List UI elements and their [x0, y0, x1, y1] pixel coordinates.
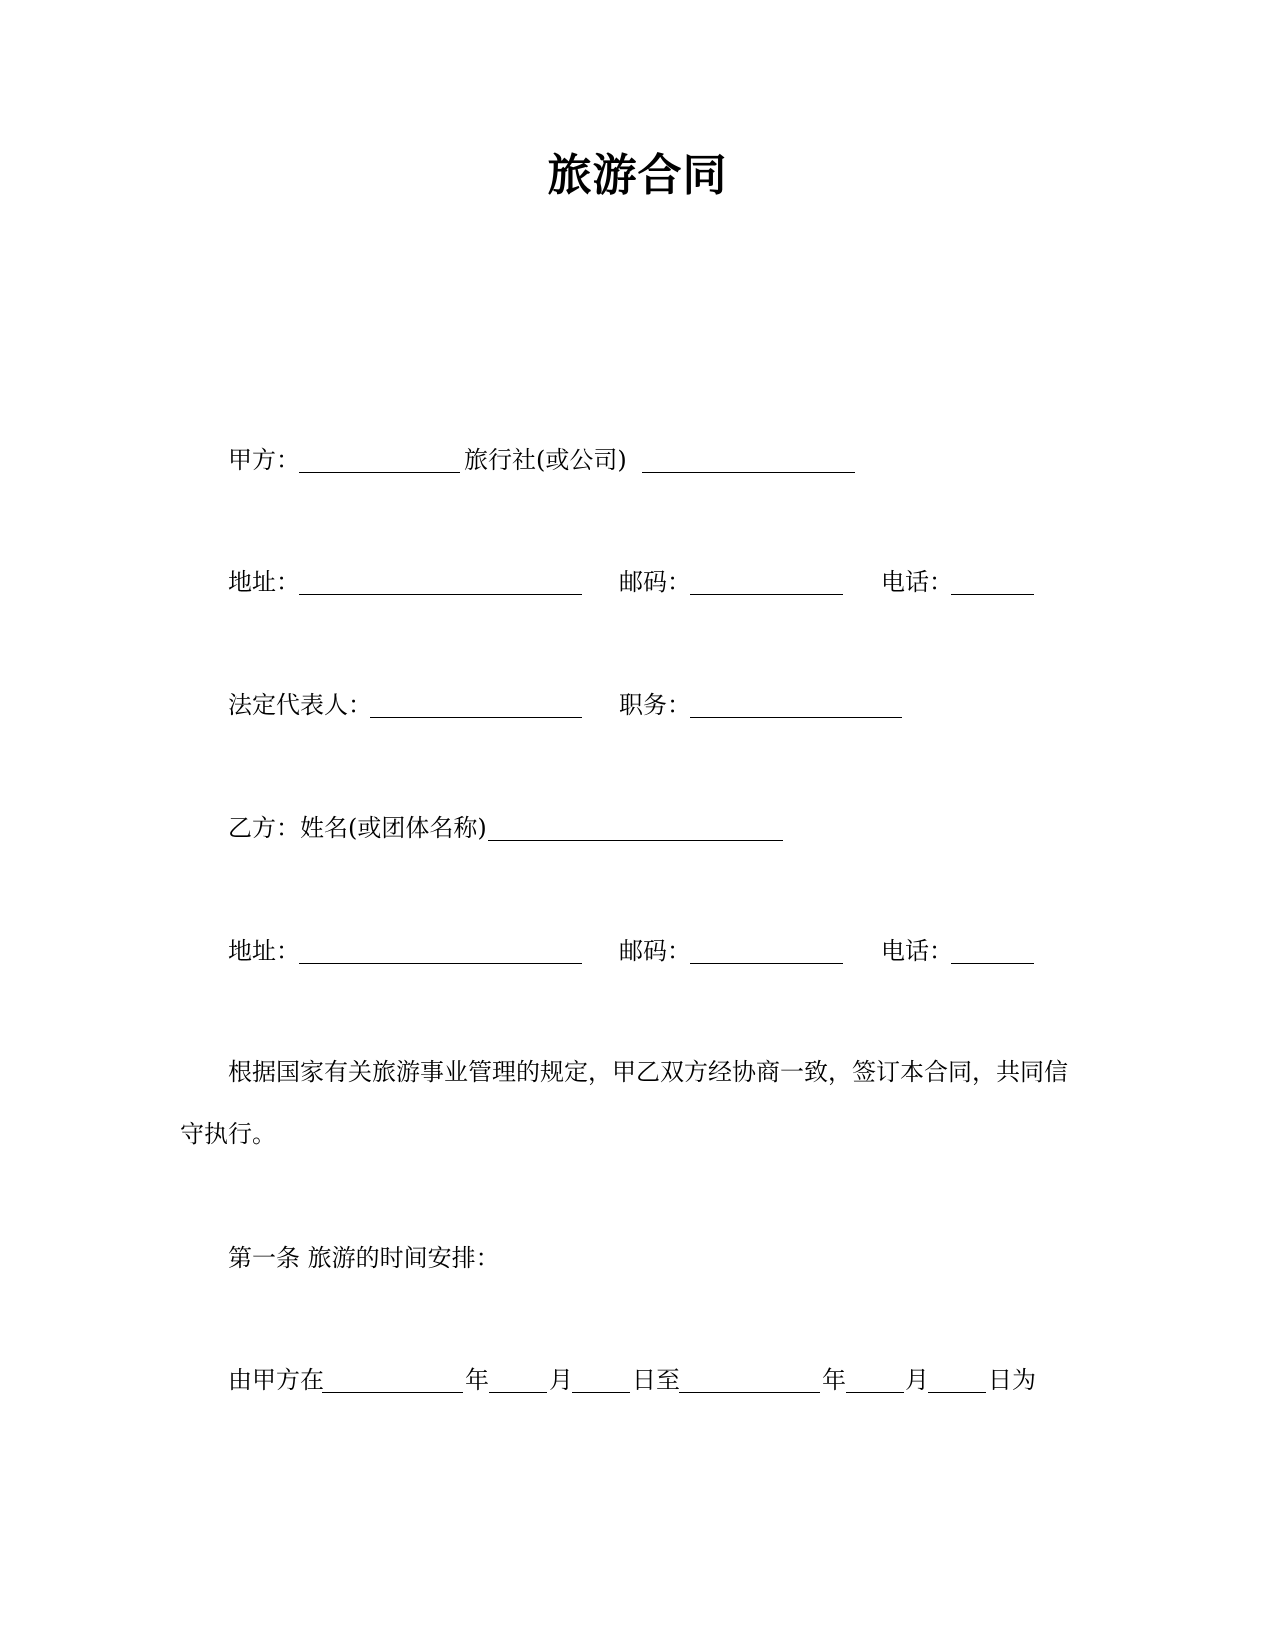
party-a-address-field[interactable]: [299, 562, 582, 595]
start-month-field[interactable]: [489, 1360, 547, 1393]
party-a-phone-field[interactable]: [951, 562, 1034, 595]
party-b-address-field[interactable]: [299, 931, 582, 964]
party-b-name-field[interactable]: [488, 808, 783, 841]
legal-rep-label: 法定代表人：: [228, 691, 372, 719]
party-a-address-line: [0, 562, 1275, 602]
party-a-agency-field[interactable]: [642, 440, 855, 473]
position-field[interactable]: [690, 685, 902, 718]
schedule-line: [0, 1360, 1275, 1400]
preamble-paragraph: [180, 1041, 1070, 1165]
party-a-label: 甲方：: [228, 446, 300, 474]
party-a-agency-label: 旅行社(或公司): [464, 446, 627, 474]
preamble-text: 根据国家有关旅游事业管理的规定，甲乙双方经协商一致，签订本合同，共同信守执行。: [180, 1058, 1068, 1148]
party-b-phone-field[interactable]: [951, 931, 1034, 964]
party-a-name-field[interactable]: [299, 440, 460, 473]
start-day-field[interactable]: [572, 1360, 630, 1393]
end-month-field[interactable]: [846, 1360, 904, 1393]
party-a-address-label: 地址：: [228, 568, 300, 596]
end-month-label: 月: [905, 1366, 929, 1394]
party-b-address-line: [0, 931, 1275, 971]
start-year-field[interactable]: [322, 1360, 463, 1393]
document-title: 旅游合同: [547, 150, 728, 201]
start-day-to-label: 日至: [632, 1366, 680, 1394]
start-year-label: 年: [465, 1366, 489, 1394]
party-b-postcode-field[interactable]: [690, 931, 843, 964]
party-a-line: [0, 440, 1275, 480]
party-b-phone-label: 电话：: [881, 937, 953, 965]
party-a-postcode-label: 邮码：: [619, 568, 691, 596]
end-year-label: 年: [822, 1366, 846, 1394]
party-b-address-label: 地址：: [228, 937, 300, 965]
party-b-line: [0, 808, 1275, 848]
end-day-field[interactable]: [928, 1360, 986, 1393]
party-b-postcode-label: 邮码：: [619, 937, 691, 965]
article-1-heading-line: [0, 1238, 1275, 1278]
end-day-label: 日为: [988, 1366, 1036, 1394]
schedule-from-label: 由甲方在: [228, 1366, 324, 1394]
start-month-label: 月: [549, 1366, 573, 1394]
legal-rep-field[interactable]: [370, 685, 582, 718]
legal-rep-line: [0, 685, 1275, 725]
position-label: 职务：: [619, 691, 691, 719]
end-year-field[interactable]: [679, 1360, 820, 1393]
party-a-postcode-field[interactable]: [690, 562, 843, 595]
article-1-heading: 第一条 旅游的时间安排：: [228, 1244, 500, 1272]
party-b-label: 乙方：姓名(或团体名称): [228, 814, 487, 842]
party-a-phone-label: 电话：: [881, 568, 953, 596]
